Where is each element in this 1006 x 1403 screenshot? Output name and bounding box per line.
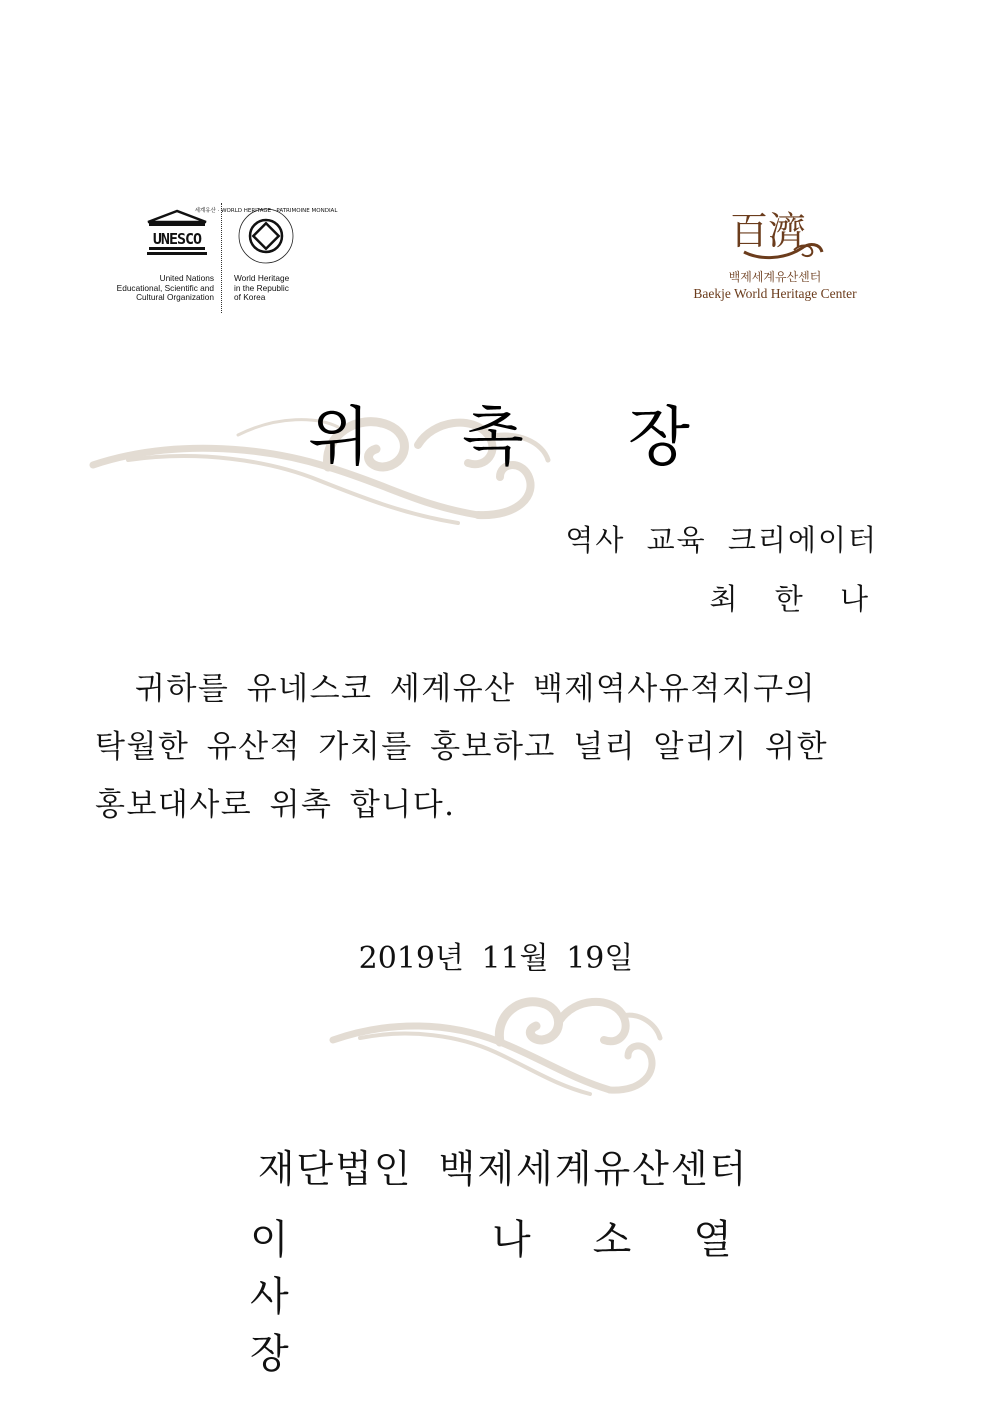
decorative-cloud-ornament-2 [330, 990, 670, 1105]
logo-divider [221, 203, 222, 313]
world-heritage-korea-label: World Heritage in the Republic of Korea [234, 273, 290, 303]
certificate-title-char-2: 촉 [462, 401, 524, 475]
baekje-logo-block [660, 182, 890, 307]
body-line-3: 홍보대사로 위촉 합니다. [95, 787, 456, 823]
issuing-organization: 재단법인 백제세계유산센터 [257, 1147, 749, 1191]
svg-text:百濟: 百濟 [730, 209, 807, 253]
baekje-center-english-name: Baekje World Heritage Center [693, 286, 857, 301]
issuer-name: 나소열 [492, 1217, 794, 1263]
world-heritage-emblem-icon [194, 204, 338, 268]
baekje-center-korean-name: 백제세계유산센터 [728, 270, 822, 284]
body-line-2: 탁월한 유산적 가치를 홍보하고 널리 알리기 위한 [95, 729, 829, 765]
svg-text:UNESCO: UNESCO [152, 230, 202, 248]
unesco-temple-icon [146, 210, 208, 256]
issuer-title: 이사장 [250, 1217, 311, 1377]
unesco-logo-block [100, 198, 338, 313]
certificate-title-char-3: 장 [628, 401, 690, 475]
certificate-body [95, 660, 895, 834]
baekje-calligraphy-mark [724, 182, 830, 264]
certificate-title-char-1: 위 [308, 401, 370, 475]
recipient-name: 최 한 나 [709, 582, 882, 616]
unesco-org-name: United Nations Educational, Scientific and Cultural Organization [116, 273, 214, 303]
svg-text:세계유산 · WORLD HERITAGE · PATRIM: 세계유산 · WORLD HERITAGE · PATRIMOINE MONDIAL [194, 208, 338, 214]
body-line-1: 귀하를 유네스코 세계유산 백제역사유적지구의 [135, 671, 816, 707]
issue-date: 2019년 11월 19일 [358, 941, 634, 976]
recipient-role: 역사 교육 크리에이터 [565, 523, 878, 557]
